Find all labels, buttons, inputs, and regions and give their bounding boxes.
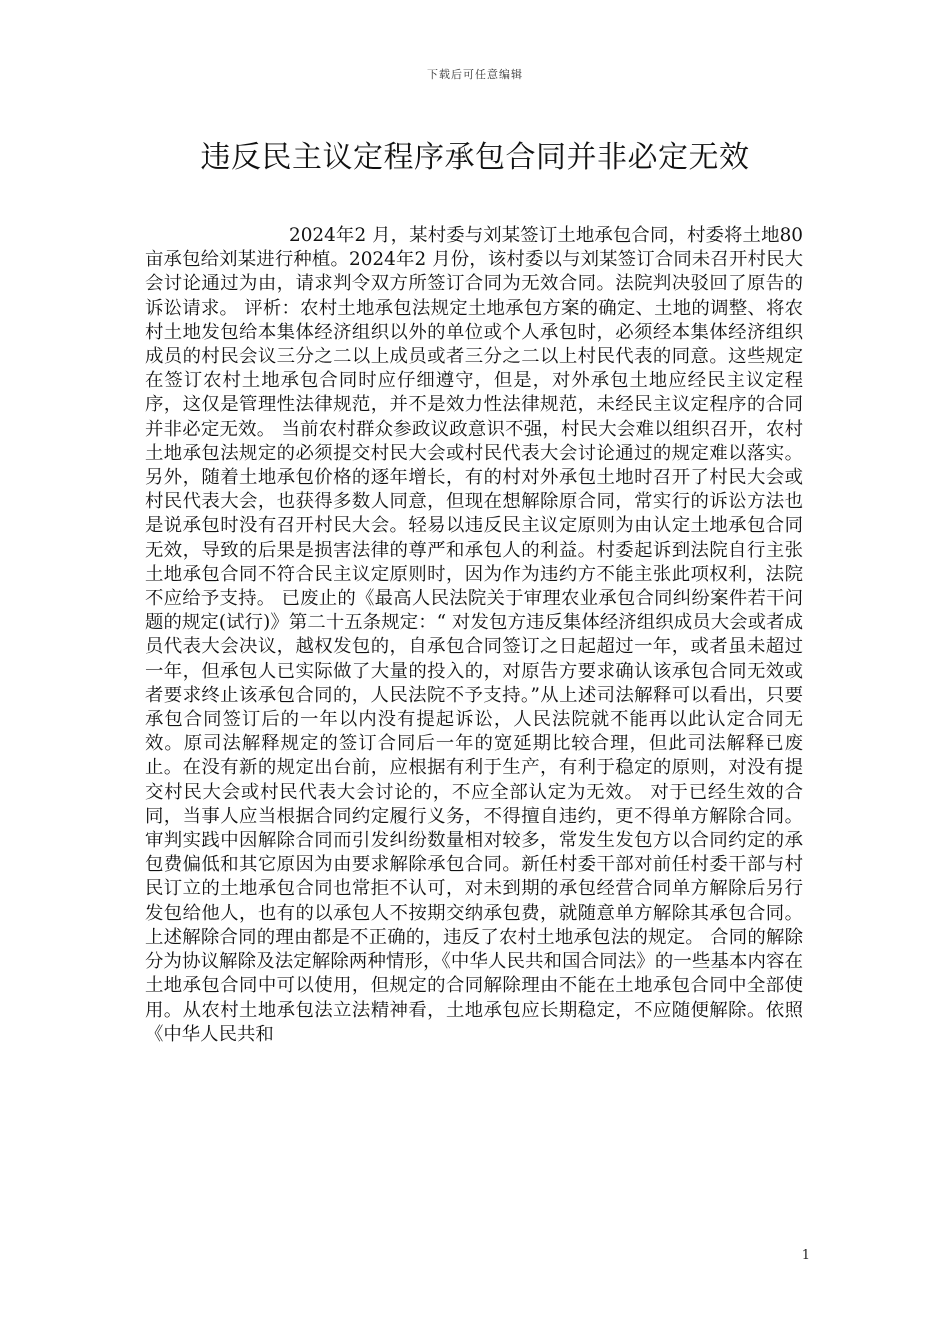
page-header-note: 下载后可任意编辑	[427, 68, 523, 81]
page-number: 1	[801, 1248, 810, 1263]
document-body: 2024年2 月，某村委与刘某签订土地承包合同，村委将土地80亩承包给刘某进行种植。2024年2 月份，该村委以与刘某签订合同未召开村民大会讨论通过为由，请求判令双方所签订合同为无效合同。法院判决驳回了原告的诉讼请求。 评析：农村土地承包法规定土地承包方案的确定、土地的调整、将农村土地发包给本集体经济组织以外的单位或个人承包时，必须经本集体经济组织成员的村民会议三分之二以上成员或者三分之二以上村民代表的同意。这些规定在签订农村土地承包合同时应仔细遵守，但是，对外承包土地应经民主议定程序，这仅是管理性法律规范，并不是效力性法律规范，未经民主议定程序的合同并非必定无效。 当前农村群众参政议政意识不强，村民大会难以组织召开，农村土地承包法规定的必须提交村民大会或村民代表大会讨论通过的规定难以落实。另外，随着土地承包价格的逐年增长，有的村对外承包土地时召开了村民大会或村民代表大会，也获得多数人同意，但现在想解除原合同，常实行的诉讼方法也是说承包时没有召开村民大会。轻易以违反民主议定原则为由认定土地承包合同无效，导致的后果是损害法律的尊严和承包人的利益。村委起诉到法院自行主张土地承包合同不符合民主议定原则时，因为作为违约方不能主张此项权利，法院不应给予支持。 已废止的《最高人民法院关于审理农业承包合同纠纷案件若干问题的规定(试行)》第二十五条规定：“ 对发包方违反集体经济组织成员大会或者成员代表大会决议，越权发包的，自承包合同签订之日起超过一年，或者虽未超过一年，但承包人已实际做了大量的投入的，对原告方要求确认该承包合同无效或者要求终止该承包合同的，人民法院不予支持。”从上述司法解释可以看出，只要承包合同签订后的一年以内没有提起诉讼，人民法院就不能再以此认定合同无效。原司法解释规定的签订合同后一年的宽延期比较合理，但此司法解释已废止。在没有新的规定出台前，应根据有利于生产，有利于稳定的原则，对没有提交村民大会或村民代表大会讨论的，不应全部认定为无效。 对于已经生效的合同，当事人应当根据合同约定履行义务，不得擅自违约，更不得单方解除合同。审判实践中因解除合同而引发纠纷数量相对较多，常发生发包方以合同约定的承包费偏低和其它原因为由要求解除承包合同。新任村委干部对前任村委干部与村民订立的土地承包合同也常拒不认可，对未到期的承包经营合同单方解除后另行发包给他人，也有的以承包人不按期交纳承包费，就随意单方解除其承包合同。上述解除合同的理由都是不正确的，违反了农村土地承包法的规定。 合同的解除分为协议解除及法定解除两种情形，《中华人民共和国合同法》的一些基本内容在土地承包合同中可以使用，但规定的合同解除理由不能在土地承包合同中全部使用。从农村土地承包法立法精神看，土地承包应长期稳定，不应随便解除。依照《中华人民共和	[145, 225, 803, 1045]
document-title: 违反民主议定程序承包合同并非必定无效	[200, 140, 750, 175]
